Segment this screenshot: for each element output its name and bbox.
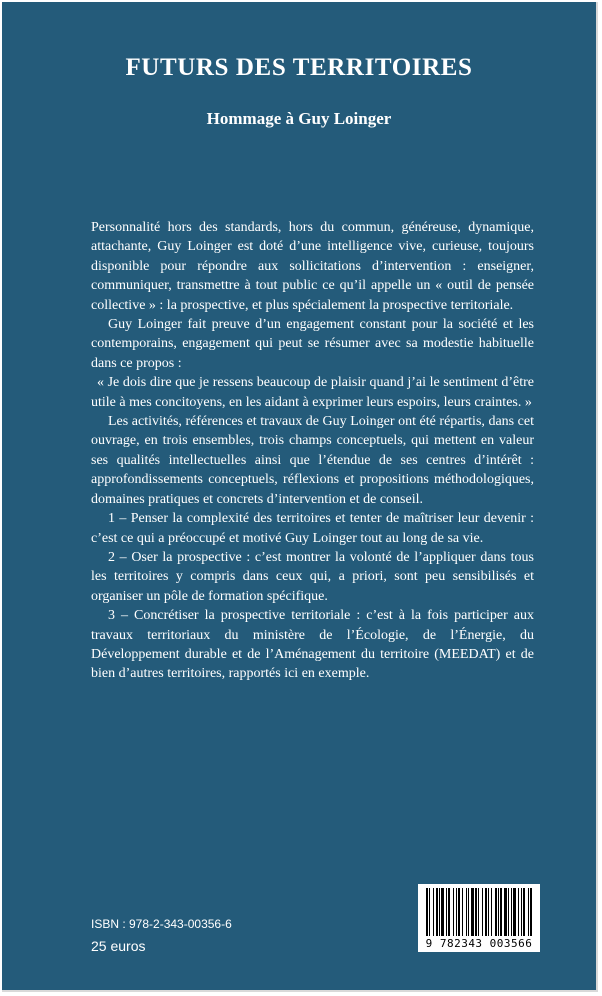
book-title: FUTURS DES TERRITOIRES	[125, 54, 473, 81]
blurb-text	[91, 218, 534, 684]
barcode-bars-icon	[418, 884, 540, 938]
blurb-point-2: 2 – Oser la prospective : c’est montrer la volonté de l’appliquer dans tous les territoires y compris dans ceux qui, a priori, sont peu sensibilisés et organiser un pôle de formation spécifique.	[91, 549, 534, 604]
blurb-paragraph-4: Les activités, références et travaux de Guy Loinger ont été répartis, dans cet ouvrage, en trois ensembles, trois champs conceptuels, qui mettent en valeur ses qualités intellectuelles ainsi que l’étendue de ses centres d’intérêt : approfondissements conceptuels, réflexions et propositions méthodologiques, domaines pratiques et concrets d’intervention et de conseil.	[91, 414, 534, 507]
blurb-quote: « Je dois dire que je ressens beaucoup de plaisir quand j’ai le sentiment d’être utile à mes concitoyens, en les aidant à exprimer leurs espoirs, leurs craintes. »	[91, 375, 534, 410]
price-label: 25 euros	[91, 938, 146, 954]
barcode	[418, 884, 540, 952]
back-cover	[2, 2, 598, 992]
blurb-paragraph-2: Guy Loinger fait preuve d’un engagement constant pour la société et les contemporains, engagement qui peut se résumer avec sa modestie habituelle dans ce propos :	[91, 317, 534, 371]
book-subtitle: Hommage à Guy Loinger	[206, 109, 392, 128]
blurb-point-1: 1 – Penser la complexité des territoires et tenter de maîtriser leur devenir : c’est ce qui a préoccupé et motivé Guy Loinger tout au long de sa vie.	[91, 511, 534, 546]
barcode-digits: 9 782343 003566	[425, 937, 533, 950]
blurb-paragraph-1: Personnalité hors des standards, hors du commun, généreuse, dynamique, attachante, Guy Loinger est doté d’une intelligence vive, curieuse, toujours disponible pour répondre aux sollicitations d’intervention : enseigner, communiquer, transmettre à tout public ce qu’il appelle un « outil de pensée collective » : la prospective, et plus spécialement la prospective territoriale.	[91, 220, 534, 313]
blurb-point-3: 3 – Concrétiser la prospective territoriale : c’est à la fois participer aux travaux territoriaux du ministère de l’Écologie, de l’Énergie, du Développement durable et de l’Aménagement du territoire (MEEDAT) et de bien d’autres territoires, rapportés ici en exemple.	[91, 608, 534, 682]
isbn-label: ISBN : 978-2-343-00356-6	[91, 917, 232, 931]
